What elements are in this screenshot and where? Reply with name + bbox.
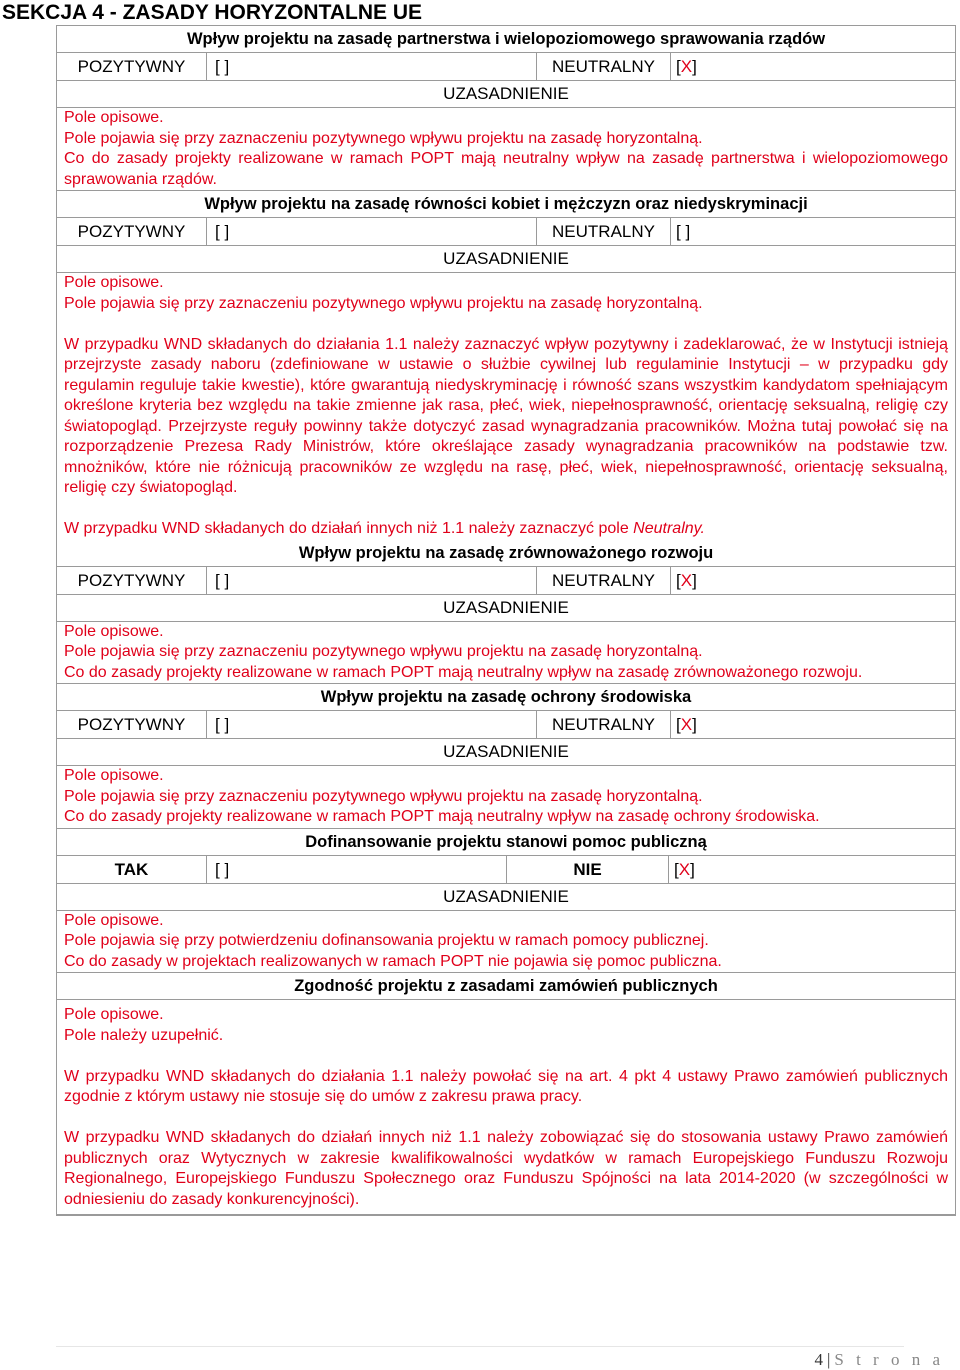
equality-principle-header: Wpływ projektu na zasadę równości kobiet i mężczyzn oraz niedyskryminacji — [57, 190, 955, 218]
page-word: S t r o n a — [834, 1350, 944, 1369]
field-type-note: Pole opisowe. — [64, 1006, 164, 1023]
state-aid-header: Dofinansowanie projektu stanowi pomoc publiczną — [57, 828, 955, 856]
field-condition-note: Pole pojawia się przy zaznaczeniu pozytywnego wpływu projektu na zasadę horyzontalną. — [64, 129, 703, 147]
section-title: SEKCJA 4 - ZASADY HORYZONTALNE UE — [2, 1, 423, 24]
neutral-checkbox[interactable]: [X] — [676, 570, 697, 590]
page-number: 4 — [814, 1350, 827, 1369]
positive-label: POZYTYWNY — [57, 53, 207, 80]
horizontal-principles-form — [56, 25, 956, 1216]
guidance-paragraph: W przypadku WND składanych do działania 1.1 należy powołać się na art. 4 pkt 4 ustawy Prawo zamówień publicznych zgodnie z którym ustawy nie stosuje się do umów z zakresu prawa pracy. — [64, 1067, 948, 1105]
field-type-note: Pole opisowe. — [64, 109, 164, 126]
neutral-label: NEUTRALNY — [537, 711, 671, 738]
field-condition-note: Pole pojawia się przy zaznaczeniu pozytywnego wpływu projektu na zasadę horyzontalną. — [64, 787, 703, 805]
justification-header: UZASADNIENIE — [57, 595, 955, 622]
positive-label: POZYTYWNY — [57, 711, 207, 738]
positive-checkbox[interactable]: [ ] — [207, 711, 537, 738]
environment-justification[interactable] — [57, 766, 955, 828]
partnership-justification[interactable] — [57, 108, 955, 190]
neutral-checkbox[interactable]: [ ] — [676, 222, 691, 241]
public-procurement-justification[interactable] — [57, 1000, 955, 1214]
environment-choice-row — [57, 711, 955, 739]
equality-choice-row — [57, 218, 955, 246]
field-condition-note: Pole pojawia się przy potwierdzeniu dofinansowania projektu w ramach pomocy publicznej. — [64, 932, 709, 949]
sustainable-choice-row — [57, 567, 955, 595]
guidance-text: Co do zasady projekty realizowane w ramach POPT mają neutralny wpływ na zasadę ochrony środowiska. — [64, 808, 820, 825]
neutral-label: NEUTRALNY — [537, 218, 671, 245]
state-aid-choice-row — [57, 856, 955, 884]
justification-header: UZASADNIENIE — [57, 739, 955, 766]
positive-checkbox[interactable]: [ ] — [207, 567, 537, 594]
positive-checkbox[interactable]: [ ] — [207, 218, 537, 245]
positive-checkbox[interactable]: [ ] — [207, 53, 537, 80]
positive-label: POZYTYWNY — [57, 567, 207, 594]
checked-mark: X — [680, 715, 693, 734]
checked-mark: X — [680, 570, 693, 590]
partnership-principle-header: Wpływ projektu na zasadę partnerstwa i wielopoziomowego sprawowania rządów — [57, 26, 955, 53]
footer-divider — [56, 1346, 904, 1347]
public-procurement-header: Zgodność projektu z zasadami zamówień publicznych — [57, 972, 955, 1000]
guidance-paragraph: W przypadku WND składanych do działań innych niż 1.1 należy zobowiązać się do stosowania ustawy Prawo zamówień publicznych oraz Wytycznych w zakresie kwalifikowalności wydatków w ramach Europejskiego Funduszu Rozwoju Regionalnego, Europejskiego Funduszu Społecznego oraz Funduszu Spójności na lata 2014-2020 (w szczególności w odniesieniu do zasady konkurencyjności). — [64, 1129, 948, 1208]
positive-label: POZYTYWNY — [57, 218, 207, 245]
field-condition-note: Pole należy uzupełnić. — [64, 1026, 224, 1044]
guidance-text: Co do zasady projekty realizowane w ramach POPT mają neutralny wpływ na zasadę zrównoważonego rozwoju. — [64, 663, 863, 681]
checked-mark: X — [680, 57, 693, 76]
justification-header: UZASADNIENIE — [57, 81, 955, 108]
justification-header: UZASADNIENIE — [57, 246, 955, 273]
checked-mark: X — [678, 859, 691, 879]
no-checkbox[interactable]: [X] — [674, 859, 695, 879]
justification-header: UZASADNIENIE — [57, 884, 955, 911]
state-aid-justification[interactable] — [57, 911, 955, 973]
guidance-text: Co do zasady projekty realizowane w ramach POPT mają neutralny wpływ na zasadę partnerstwa i wielopoziomowego sprawowania rządów. — [64, 150, 948, 188]
guidance-paragraph: W przypadku WND składanych do działania 1.1 należy zaznaczyć wpływ pozytywny i zadeklarować, że w Instytucji istnieją przejrzyste zasady naboru (zdefiniowane w ustawie o służbie cywilnej lub regulaminie Instytucji – w przypadku gdy regulamin reguluje takie kwestie), które gwarantują niedyskryminację i równość szans wszystkim kandydatom spełniającym określone kryteria bez względu na takie zmienne jak rasa, płeć, wiek, niepełnosprawność, orientację seksualną, religię czy światopogląd. Przejrzyste reguły powinny także dotyczyć zasad wynagradzania pracowników. Można tutaj powołać się na rozporządzenie Prezesa Rady Ministrów, które określające zasady wynagradzania pracowników na podstawie tzw. mnożników, które nie różnicują pracowników ze względu na rasę, płeć, wiek, niepełnosprawność, orientację seksualną, religię czy światopogląd. — [64, 335, 948, 496]
environment-principle-header: Wpływ projektu na zasadę ochrony środowiska — [57, 683, 955, 711]
equality-justification[interactable] — [57, 273, 955, 540]
field-type-note: Pole opisowe. — [64, 274, 164, 291]
guidance-paragraph: W przypadku WND składanych do działań innych niż 1.1 należy zaznaczyć pole Neutralny. — [64, 520, 705, 537]
neutral-checkbox[interactable]: [X] — [676, 57, 697, 76]
neutral-label: NEUTRALNY — [537, 53, 671, 80]
yes-label: TAK — [57, 856, 207, 883]
guidance-text: Co do zasady w projektach realizowanych w ramach POPT nie pojawia się pomoc publiczna. — [64, 952, 722, 970]
neutral-label: NEUTRALNY — [537, 567, 671, 594]
sustainable-justification[interactable] — [57, 622, 955, 684]
field-condition-note: Pole pojawia się przy zaznaczeniu pozytywnego wpływu projektu na zasadę horyzontalną. — [64, 294, 703, 312]
field-condition-note: Pole pojawia się przy zaznaczeniu pozytywnego wpływu projektu na zasadę horyzontalną. — [64, 643, 703, 660]
yes-checkbox[interactable]: [ ] — [207, 856, 507, 883]
sustainable-development-header: Wpływ projektu na zasadę zrównoważonego rozwoju — [57, 540, 955, 567]
partnership-choice-row — [57, 53, 955, 81]
field-type-note: Pole opisowe. — [64, 911, 164, 929]
field-type-note: Pole opisowe. — [64, 767, 164, 784]
no-label: NIE — [507, 856, 669, 883]
neutral-checkbox[interactable]: [X] — [676, 715, 697, 734]
field-type-note: Pole opisowe. — [64, 622, 164, 640]
page-footer: 4|S t r o n a — [814, 1350, 944, 1369]
